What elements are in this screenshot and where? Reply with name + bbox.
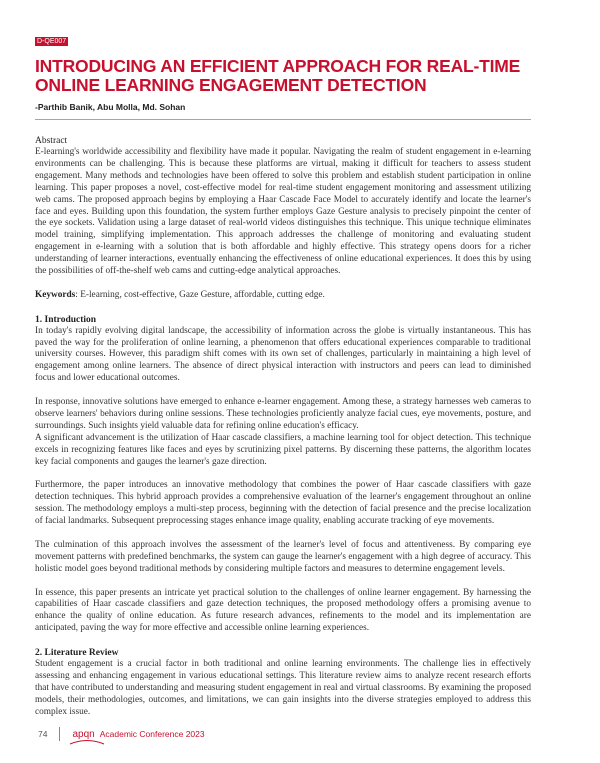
abstract-heading: Abstract [35,136,68,146]
keywords [35,290,531,302]
intro-paragraph: In today's rapidly evolving digital landscape, the accessibility of information across the globe is virtually instantaneous. This has paved the way for the proliferation of online learning, a phenomenon that offers educational experiences comparable to traditional university courses. However, this paradigm shift comes with its own set of challenges, particularly in maintaining a high level of engagement among online learners. The absence of direct physical interaction with instructors and peers can lead to diminished focus and lower educational outcomes. [35,325,531,384]
intro-paragraph: In response, innovative solutions have emerged to enhance e-learner engagement. Among these, a strategy harnesses web cameras to observe learners' behaviors during online sessions. These technologies proficiently analyze facial cues, eye movements, posture, and surroundings. Such insights yield valuable data for refining online education's efficacy. [35,397,531,431]
paper-code-badge: D-QE007 [37,38,67,45]
abstract-text: E-learning's worldwide accessibility and flexibility have made it popular. Navigating the realm of student engagement in e-learning environments can be challenging. This is because these platforms are virtual, making it difficult for teachers to assess student engagement. Many methods and technologies have been offered to solve this problem and establish student participation in online learning. This paper proposes a novel, cost-effective model for real-time student engagement monitoring and assessment utilizing web cams. The proposed approach begins by employing a Haar Cascade Face Model to accurately identify and locate the learner's face and eyes. Building upon this foundation, the system further employs Gaze Gesture analysis to precisely pinpoint the center of the eye sockets. Validation using a large dataset of real-world videos distinguishes this technique. This unique technique eliminates model training, simplifying implementation. This approach addresses the challenge of monitoring and evaluating student engagement in e-learning with a solution that is both affordable and highly effective. This strategy opens doors for a richer understanding of learner interactions, eventually enhancing the effectiveness of online educational experiences. It does this by using the possibilities of off-the-shelf web cams and cutting-edge analytical approaches. [35,147,531,277]
page-footer [38,727,205,741]
intro-paragraph: A significant advancement is the utilization of Haar cascade classifiers, a machine learning tool for object detection. This technique excels in recognizing features like faces and eyes by scrutinizing pixel patterns. By discerning these patterns, the algorithm locates key facial components and gauges the learner's gaze direction. [35,432,531,467]
intro-paragraph: The culmination of this approach involves the assessment of the learner's level of focus and attentiveness. By comparing eye movement patterns with predefined benchmarks, the system can gauge the learner's engagement with a high degree of accuracy. This holistic model goes beyond traditional methods by considering multiple factors and measures to determine engagement levels. [35,539,531,574]
footer-separator [59,727,60,741]
intro-paragraph: Furthermore, the paper introduces an innovative methodology that combines the power of Haar cascade classifiers with gaze detection techniques. This hybrid approach provides a comprehensive evaluation of the learner's engagement throughout an online session. The methodology employs a multi-step process, beginning with the detection of facial presence and the precise localization of facial landmarks. Subsequent preprocessing stages enhance image quality, enabling accurate tracking of eye movements. [35,480,531,527]
keywords-text: : E-learning, cost-effective, Gaze Gesture, affordable, cutting edge. [75,289,325,300]
keywords-label: Keywords [35,289,76,300]
authors: -Parthib Banik, Abu Molla, Md. Sohan [35,102,186,112]
literature-review-text: Student engagement is a crucial factor in both traditional and online learning environments. The challenge lies in effectively assessing and enhancing engagement in various educational settings. This literature review aims to analyze recent research efforts that have contributed to understanding and measuring student engagement in real and virtual classrooms. By examining the proposed models, their methodologies, outcomes, and limitations, we can gain insights into the diverse strategies employed to address this complex issue. [35,659,531,717]
literature-review-heading: 2. Literature Review [35,648,119,659]
conference-name: Academic Conference 2023 [99,729,205,739]
intro-paragraph: In essence, this paper presents an intricate yet practical solution to the challenges of online learner engagement. By harnessing the capabilities of Haar cascade classifiers and gaze detection techniques, the proposed methodology offers a promising avenue to enhance the quality of online education. As future research advances, refinements to the model and its implementation are anticipated, paving the way for more effective and accessible online learning experiences. [35,587,531,634]
page-number: 74 [38,729,48,739]
paper-body [35,135,531,719]
divider [35,119,531,120]
paper-title: INTRODUCING AN EFFICIENT APPROACH FOR REAL-TIME ONLINE LEARNING ENGAGEMENT DETECTION [35,56,521,95]
intro-heading: 1. Introduction [35,314,97,325]
apqn-logo: apqn [72,729,94,740]
